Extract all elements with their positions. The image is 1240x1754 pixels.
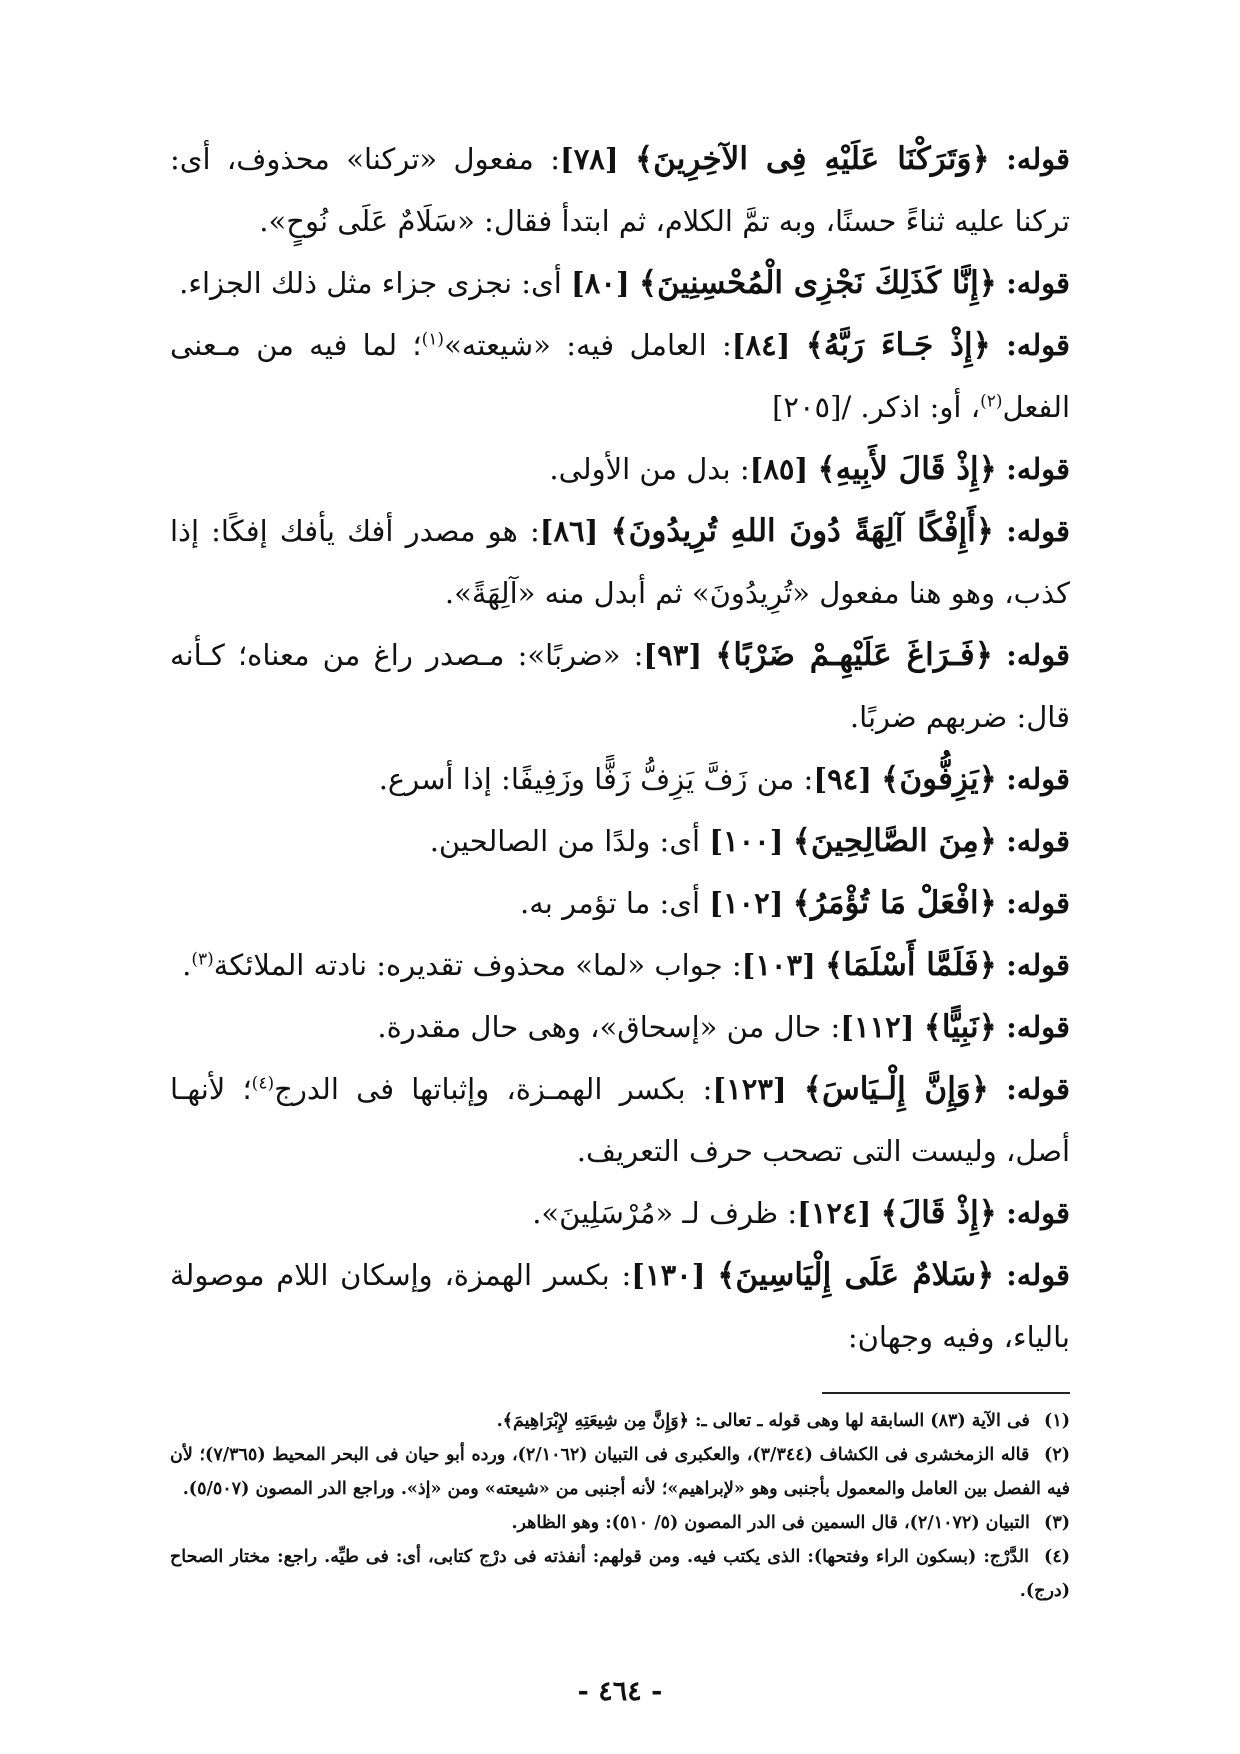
footnote-2 [170, 1438, 1070, 1506]
entry-text: أى: ولدًا من الصالحين. [429, 824, 710, 858]
entry-text: ، أو: اذكر. /[٢٠٥] [772, 390, 981, 424]
footnote-3 [170, 1506, 1070, 1540]
footnotes-section [170, 1404, 1070, 1608]
entry-keyword: قوله: [1006, 824, 1070, 858]
verse-ref: [٩٣] [643, 638, 703, 672]
verse-ref: [٨٦] [539, 514, 599, 548]
entry-verse-100 [170, 810, 1070, 872]
entry-keyword: قوله: [1006, 762, 1070, 796]
verse-ref: [٨٠] [571, 266, 630, 300]
entry-keyword: قوله: [1006, 266, 1070, 300]
entry-verse-102 [170, 872, 1070, 934]
footnote-1 [170, 1404, 1070, 1438]
verse-ref: [٧٨] [559, 142, 619, 176]
verse-ref: [٨٥] [749, 452, 809, 486]
quran-quote: ﴿إِنَّا كَذَلِكَ نَجْزِى الْمُحْسِنِينَ﴾ [638, 265, 997, 301]
entry-keyword: قوله: [1006, 948, 1070, 982]
entry-text: ؛ لما فيه من مـعنى الفعل [170, 328, 1070, 424]
verse-ref: [١٠٢] [709, 886, 784, 920]
entry-text: . [182, 948, 192, 982]
entry-keyword: قوله: [1006, 886, 1070, 920]
entry-text: : بكسر الهمـزة، وإثباتها فى الدرج [274, 1072, 713, 1106]
entry-keyword: قوله: [1006, 638, 1070, 672]
entry-verse-112 [170, 996, 1070, 1058]
footnote-text: فى الآية (٨٣) السابقة لها وهى قوله ـ تعالى ـ: ﴿وَإِنَّ مِن شِيعَتِهِ لإِبْرَاهِيمَ﴾. [496, 1411, 1030, 1431]
entry-verse-93 [170, 624, 1070, 748]
entry-keyword: قوله: [1006, 1072, 1071, 1106]
footnote-text: التبيان (٢/١٠٧٢)، قال السمين فى الدر المصون (٥/ ٥١٠): وهو الظاهر. [511, 1513, 1030, 1533]
verse-ref: [١٠٣] [741, 948, 816, 982]
entry-keyword: قوله: [1006, 514, 1070, 548]
verse-ref: [١١٢] [840, 1010, 915, 1044]
entry-text: : جواب «لما» محذوف تقديره: نادته الملائكة [213, 948, 742, 982]
quran-quote: ﴿إِذْ قَالَ﴾ [880, 1195, 997, 1231]
quran-quote: ﴿إِذْ جَـاءَ رَبَّهُ﴾ [805, 327, 991, 363]
entry-text: : بكسر الهمزة، وإسكان اللام موصولة بالياء، وفيه وجهان: [170, 1258, 1070, 1354]
entry-keyword: قوله: [1006, 328, 1070, 362]
verse-ref: [١٠٠] [709, 824, 784, 858]
entry-keyword: قوله: [1006, 1258, 1070, 1292]
quran-quote: ﴿وَتَرَكْنَا عَلَيْهِ فِى الآخِرِينَ﴾ [635, 141, 990, 177]
footnote-marker[interactable]: (١) [421, 329, 445, 350]
quran-quote: ﴿فَـرَاغَ عَلَيْهِـمْ ضَرْبًا﴾ [715, 637, 993, 673]
entry-keyword: قوله: [1006, 142, 1071, 176]
footnote-text: الدَّرْج: (بسكون الراء وفتحها): الذى يكتب فيه. ومن قولهم: أنفذته فى درْج كتابى، أى: فى طيِّه. راجع: مختار الصحاح (درج). [170, 1547, 1070, 1601]
entry-verse-86 [170, 500, 1070, 624]
entry-text: : «ضربًا»: مـصدر راغ من معناه؛ كـأنه قال: ضربهم ضربًا. [170, 638, 1070, 734]
verse-ref: [١٢٣] [712, 1072, 787, 1106]
entry-text: : هو مصدر أفك يأفك إفكًا: إذا كذب، وهو هنا مفعول «تُرِيدُونَ» ثم أبدل منه «آلِهَةً». [170, 514, 1070, 610]
footnote-number: (١) [1044, 1411, 1070, 1431]
footnote-divider [822, 1392, 1070, 1394]
entry-text: : بدل من الأولى. [549, 452, 750, 486]
entry-text: أى: نجزى جزاء مثل ذلك الجزاء. [179, 266, 572, 300]
entry-verse-84 [170, 314, 1070, 438]
footnote-number: (٣) [1044, 1513, 1070, 1533]
footnote-4 [170, 1540, 1070, 1608]
entry-verse-103 [170, 934, 1070, 996]
quran-quote: ﴿سَلامٌ عَلَى إِلْيَاسِينَ﴾ [717, 1257, 995, 1293]
entry-verse-94 [170, 748, 1070, 810]
footnote-marker[interactable]: (٢) [980, 391, 1003, 412]
quran-quote: ﴿أَإِفْكًا آلِهَةً دُونَ اللهِ تُرِيدُونَ﴾ [610, 513, 994, 549]
entry-text: : العامل فيه: «شيعته» [444, 328, 732, 362]
verse-ref: [١٣٠] [631, 1258, 706, 1292]
quran-quote: ﴿فَلَمَّا أَسْلَمَا﴾ [825, 947, 997, 983]
quran-quote: ﴿مِنَ الصَّالِحِينَ﴾ [792, 823, 997, 859]
footnote-marker[interactable]: (٣) [191, 949, 214, 970]
entry-verse-124 [170, 1182, 1070, 1244]
entry-verse-78 [170, 128, 1070, 252]
entry-text: : من زَفَّ يَزِفُّ زَفًّا وزَفِيفًا: إذا أسرع. [378, 762, 814, 796]
entry-text: : مفعول «تركنا» محذوف، أى: تركنا عليه ثناءً حسنًا، وبه تمَّ الكلام، ثم ابتدأ فقال: «سَلَامٌ عَلَى نُوحٍ». [170, 142, 1070, 238]
footnote-text: قاله الزمخشرى فى الكشاف (٣/٣٤٤)، والعكبرى فى التبيان (٢/١٠٦٢)، ورده أبو حيان فى البحر المحيط (٧/٣٦٥)؛ لأن فيه الفصل بين العامل والمعمول بأجنبى وهو «لإبراهيم»؛ لأنه أجنبى من «شيعته» ومن «إذ». وراجع الدر المصون (٥/٥٠٧). [170, 1445, 1070, 1499]
quran-quote: ﴿إِذْ قَالَ لأَبِيهِ﴾ [817, 451, 997, 487]
entry-text: أى: ما تؤمر به. [520, 886, 710, 920]
entry-verse-130 [170, 1244, 1070, 1368]
quran-quote: ﴿وَإِنَّ إِلْـيَاسَ﴾ [803, 1071, 989, 1107]
entry-text: : ظرف لـ «مُرْسَلِينَ». [532, 1196, 798, 1230]
quran-quote: ﴿يَزِفُّونَ﴾ [881, 761, 997, 797]
verse-ref: [٨٤] [731, 328, 791, 362]
quran-quote: ﴿افْعَلْ مَا تُؤْمَرُ﴾ [792, 885, 997, 921]
entry-verse-80 [170, 252, 1070, 314]
entry-text: : حال من «إسحاق»، وهى حال مقدرة. [377, 1010, 841, 1044]
footnote-number: (٤) [1044, 1547, 1071, 1567]
entry-keyword: قوله: [1006, 1010, 1070, 1044]
entry-verse-85 [170, 438, 1070, 500]
footnote-marker[interactable]: (٤) [251, 1073, 275, 1094]
verse-ref: [٩٤] [813, 762, 872, 796]
entry-keyword: قوله: [1006, 452, 1070, 486]
main-text-body [170, 128, 1070, 1368]
footnote-number: (٢) [1044, 1445, 1070, 1465]
entry-keyword: قوله: [1006, 1196, 1070, 1230]
verse-ref: [١٢٤] [797, 1196, 872, 1230]
quran-quote: ﴿نَبِيًّا﴾ [923, 1009, 997, 1045]
entry-text: ؛ لأنهـا أصل، وليست التى تصحب حرف التعريف. [170, 1072, 1070, 1168]
entry-verse-123 [170, 1058, 1070, 1182]
page-number: - ٤٦٤ - [577, 1676, 663, 1707]
